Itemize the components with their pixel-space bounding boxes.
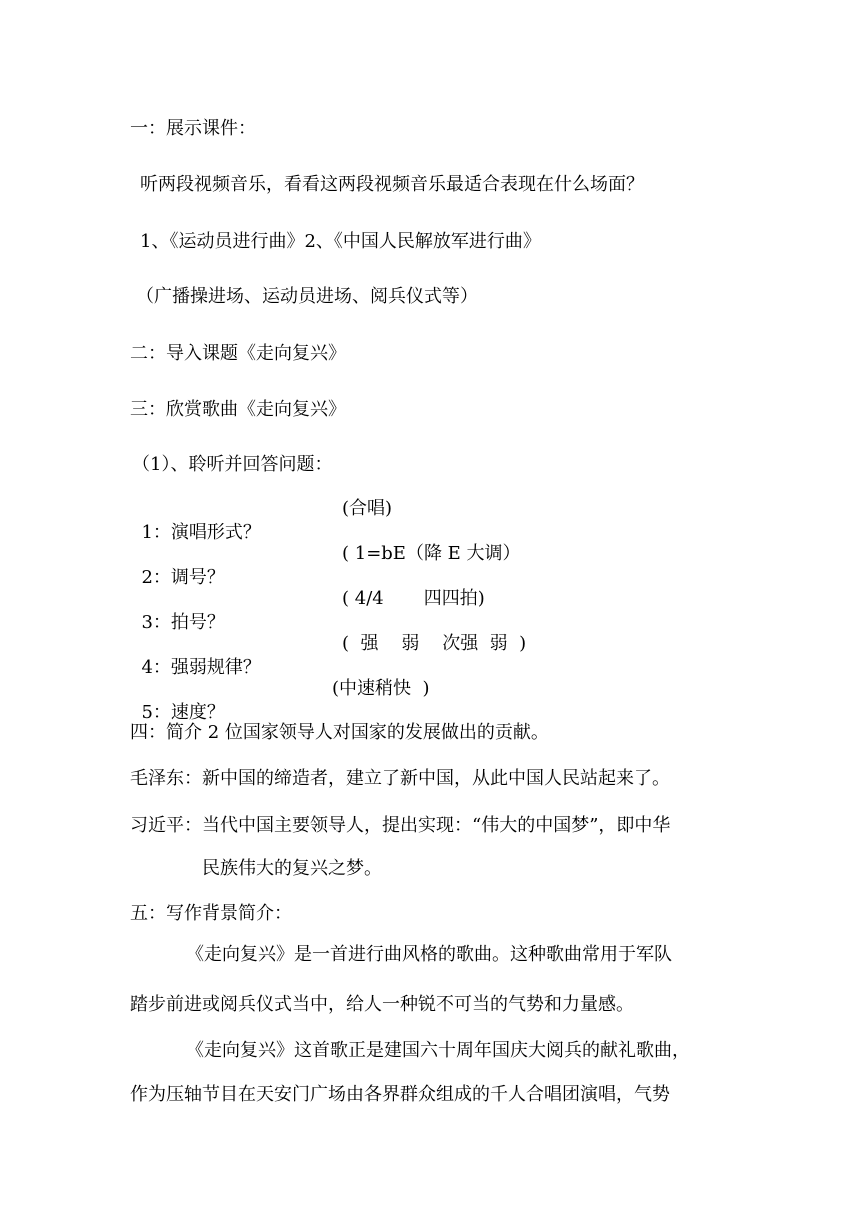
section-3-heading: 三：欣赏歌曲《走向复兴》 [130, 399, 346, 420]
xi-jinping-text-line-2: 民族伟大的复兴之梦。 [202, 858, 382, 879]
xi-jinping-text-line-1: 习近平：当代中国主要领导人，提出实现：“伟大的中国梦”，即中华 [130, 815, 671, 836]
question-answer: ( 1=bE（降 E 大调） [342, 543, 521, 564]
question-row [130, 587, 485, 633]
section-5-heading: 五：写作背景简介： [130, 903, 292, 924]
section-2-heading: 二：导入课题《走向复兴》 [130, 343, 346, 364]
paragraph-1-line-2: 踏步前进或阅兵仪式当中，给人一种锐不可当的气势和力量感。 [130, 994, 634, 1015]
paragraph-2-line-2: 作为压轴节目在天安门广场由各界群众组成的千人合唱团演唱，气势 [130, 1084, 670, 1105]
question-answer: ( 4/4 四四拍) [342, 588, 485, 609]
section-1-songs: 1、《运动员进行曲》2、《中国人民解放军进行曲》 [140, 231, 541, 252]
paragraph-1-line-1: 《走向复兴》是一首进行曲风格的歌曲。这种歌曲常用于军队 [186, 944, 672, 965]
question-row [130, 497, 393, 543]
question-answer: (中速稍快 ) [332, 678, 430, 699]
question-answer: ( 强 弱 次强 弱 ) [342, 633, 527, 654]
question-label: 5：速度？ [141, 702, 225, 723]
question-answer: (合唱) [342, 498, 393, 519]
section-3-subheading: （1）、聆听并回答问题： [132, 454, 333, 475]
section-1-text: 听两段视频音乐，看看这两段视频音乐最适合表现在什么场面？ [140, 174, 644, 195]
question-label: 1：演唱形式？ [141, 522, 261, 543]
section-4-heading: 四：简介 2 位国家领导人对国家的发展做出的贡献。 [130, 722, 549, 743]
question-label: 4：强弱规律？ [141, 657, 261, 678]
mao-zedong-text: 毛泽东：新中国的缔造者，建立了新中国，从此中国人民站起来了。 [130, 768, 670, 789]
question-label: 2：调号？ [141, 567, 225, 588]
question-row [130, 632, 527, 678]
question-row [130, 677, 430, 723]
question-label: 3：拍号？ [141, 612, 225, 633]
paragraph-2-line-1: 《走向复兴》这首歌正是建国六十周年国庆大阅兵的献礼歌曲， [186, 1040, 690, 1061]
question-row [130, 542, 521, 588]
section-1-scenes: （广播操进场、运动员进场、阅兵仪式等） [136, 286, 478, 307]
section-1-heading: 一：展示课件： [130, 118, 256, 139]
